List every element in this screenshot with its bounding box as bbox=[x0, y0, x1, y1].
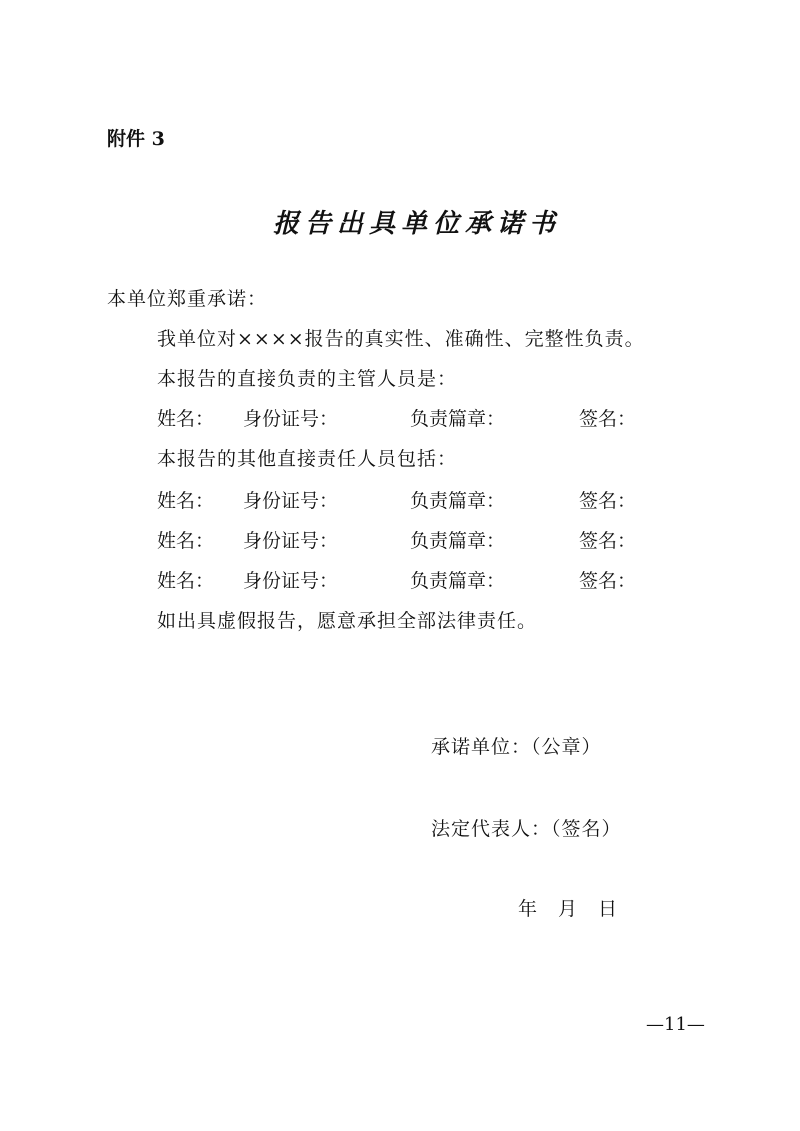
id-number-field-label: 身份证号： bbox=[243, 490, 339, 512]
others-heading: 本报告的其他直接责任人员包括： bbox=[157, 448, 458, 470]
supervisor-heading: 本报告的直接负责的主管人员是： bbox=[157, 368, 458, 390]
signature-field-label: 签名： bbox=[579, 490, 637, 512]
page-number: —11— bbox=[646, 1014, 705, 1035]
id-number-field-label: 身份证号： bbox=[243, 570, 339, 592]
name-field-label: 姓名： bbox=[157, 490, 215, 512]
signature-field-label: 签名： bbox=[579, 530, 637, 552]
document-title: 报告出具单位承诺书 bbox=[273, 209, 562, 239]
responsible-person-row bbox=[0, 486, 800, 512]
responsible-person-row bbox=[0, 526, 800, 552]
responsible-person-row bbox=[0, 566, 800, 592]
signature-field-label: 签名： bbox=[579, 408, 637, 430]
pledge-text: 我单位对××××报告的真实性、准确性、完整性负责。 bbox=[157, 328, 645, 350]
signature-field-label: 签名： bbox=[579, 570, 637, 592]
date-line: 年 月 日 bbox=[518, 898, 619, 920]
salutation-text: 本单位郑重承诺： bbox=[107, 288, 268, 310]
name-field-label: 姓名： bbox=[157, 408, 215, 430]
id-number-field-label: 身份证号： bbox=[243, 530, 339, 552]
attachment-label: 附件 3 bbox=[107, 128, 165, 150]
id-number-field-label: 身份证号： bbox=[243, 408, 339, 430]
name-field-label: 姓名： bbox=[157, 570, 215, 592]
supervisor-row bbox=[0, 404, 800, 430]
chapter-field-label: 负责篇章： bbox=[410, 530, 506, 552]
promising-unit-line: 承诺单位：（公章） bbox=[431, 736, 602, 758]
chapter-field-label: 负责篇章： bbox=[410, 570, 506, 592]
name-field-label: 姓名： bbox=[157, 530, 215, 552]
legal-representative-line: 法定代表人：（签名） bbox=[431, 818, 622, 840]
chapter-field-label: 负责篇章： bbox=[410, 408, 506, 430]
chapter-field-label: 负责篇章： bbox=[410, 490, 506, 512]
closing-statement: 如出具虚假报告，愿意承担全部法律责任。 bbox=[157, 610, 538, 632]
